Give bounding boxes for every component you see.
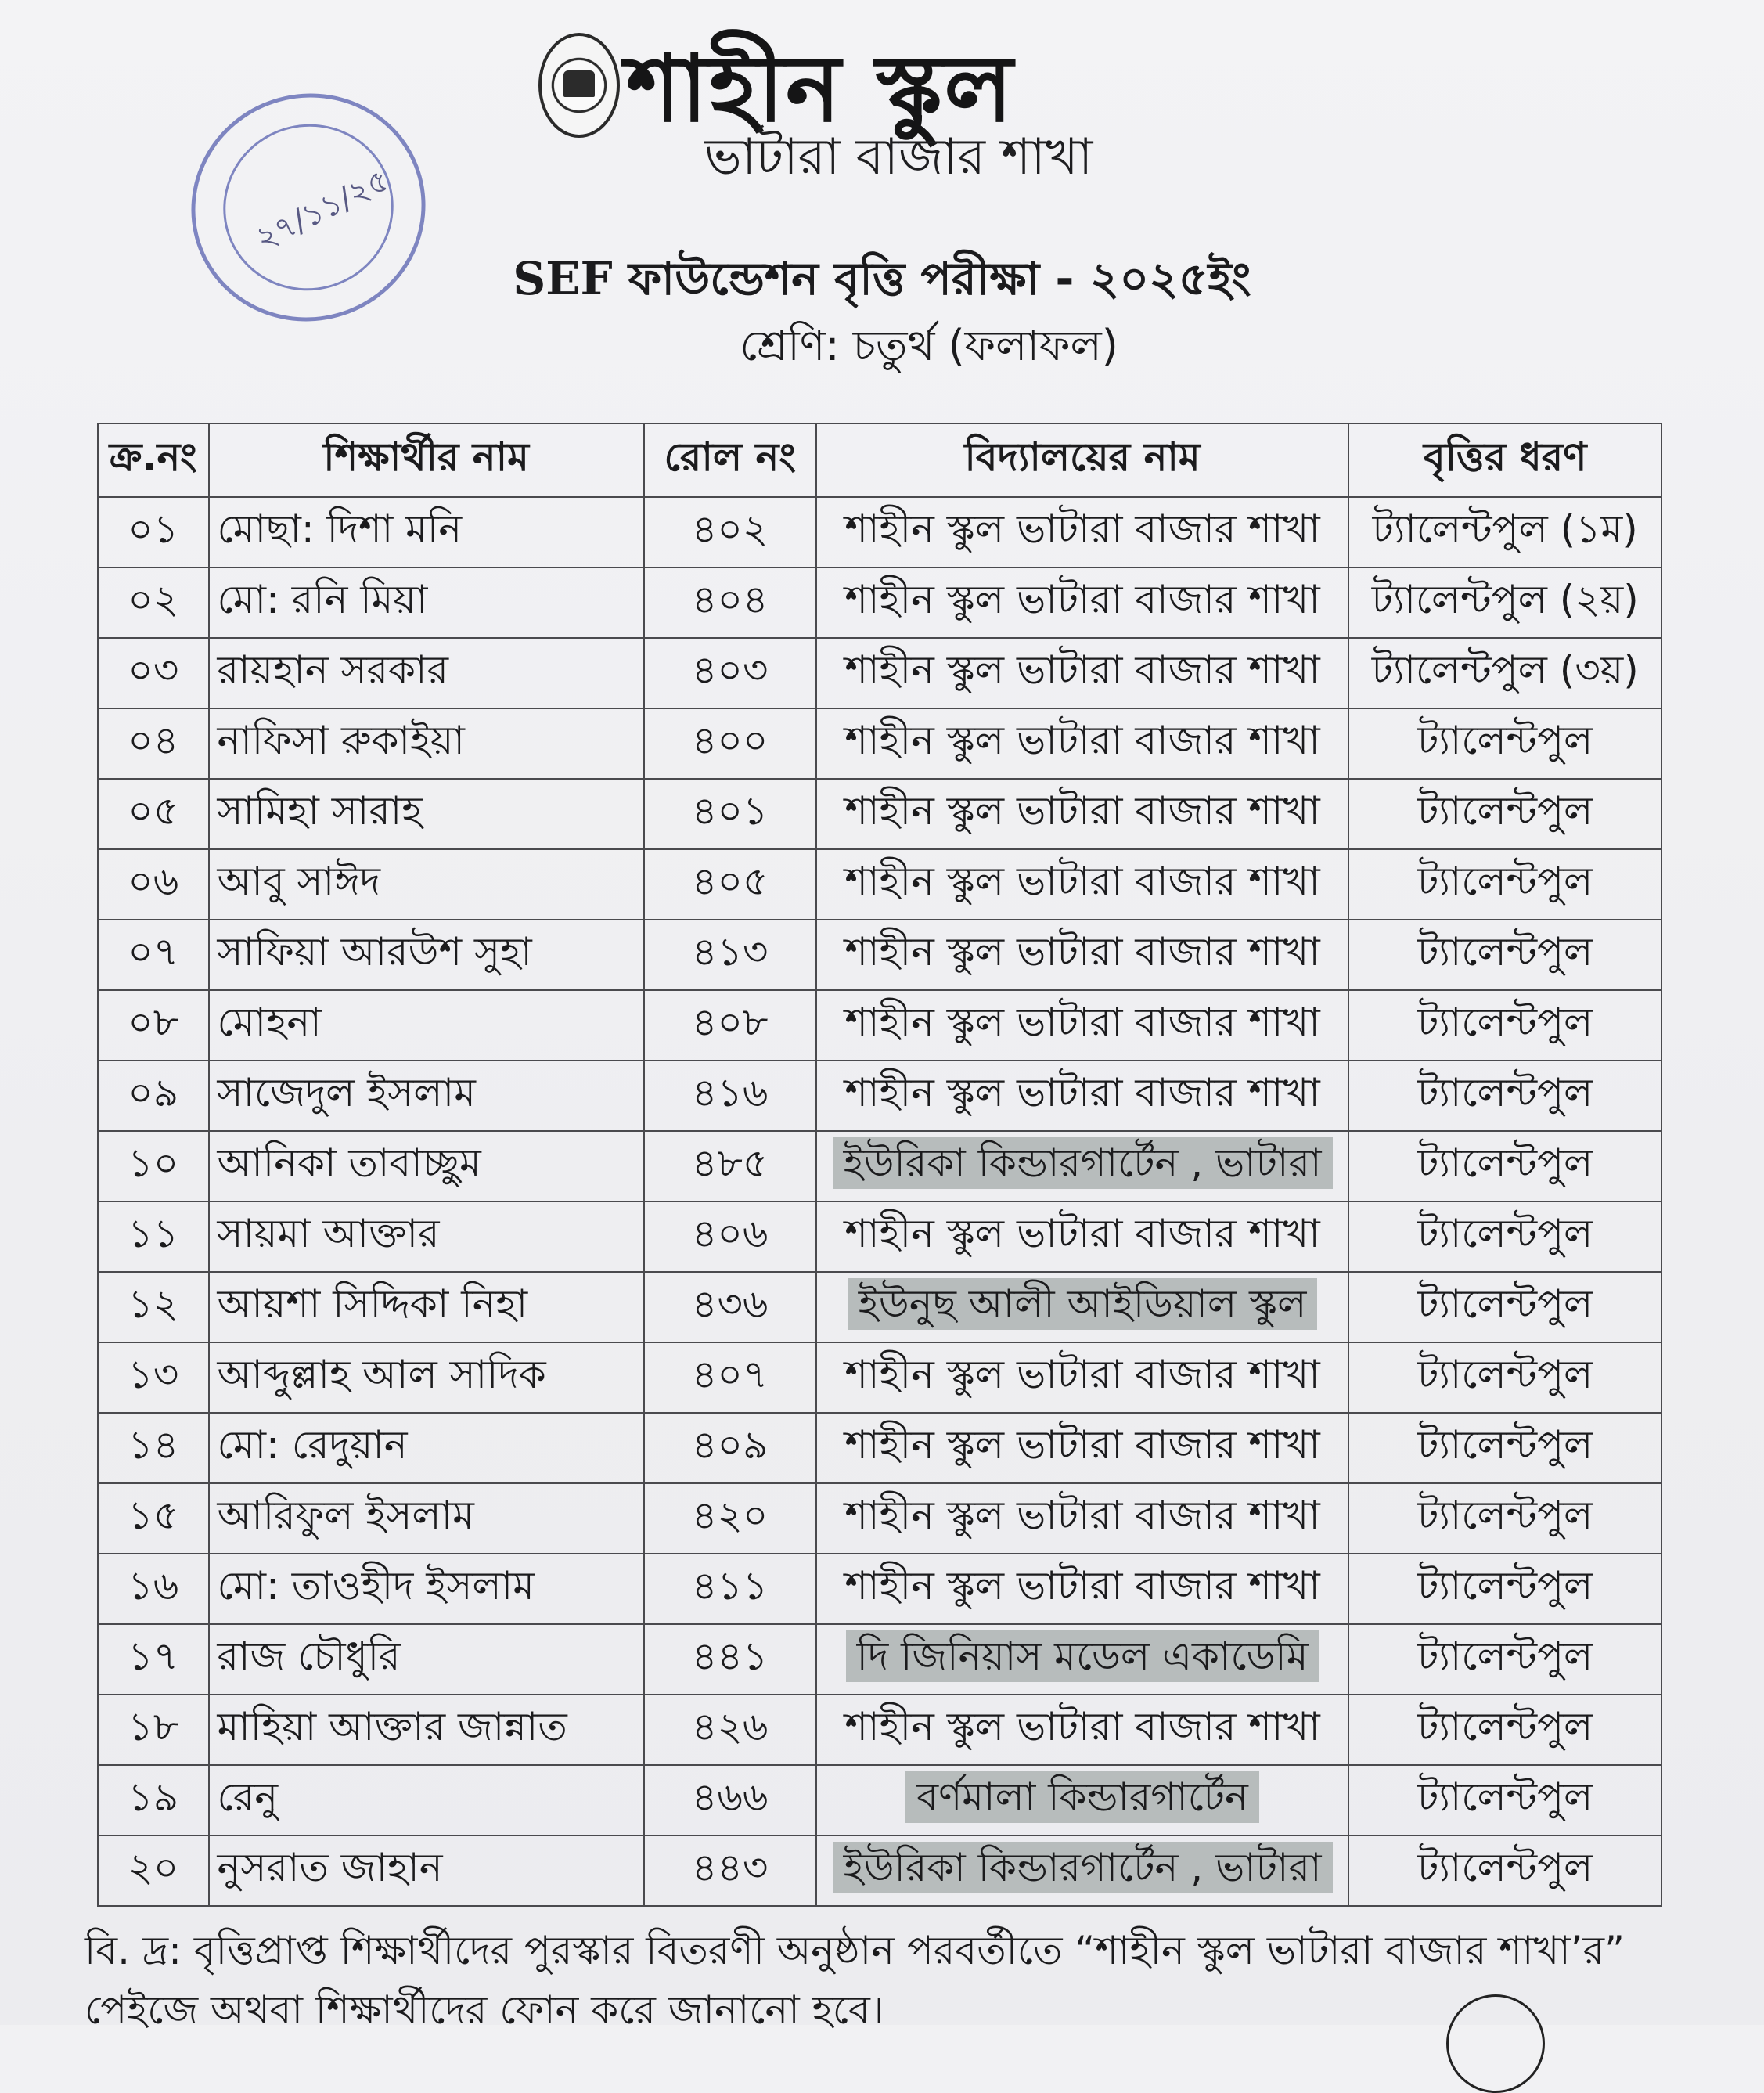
table-row (98, 1554, 1661, 1624)
row-school-text: দি জিনিয়াস মডেল একাডেমি (846, 1630, 1319, 1682)
table-row (98, 1835, 1661, 1906)
row-roll (644, 567, 816, 638)
row-type-text: ট্যালেন্টপুল (২য়) (1371, 576, 1639, 622)
row-serial-text: ১৩ (128, 1351, 179, 1397)
row-school (816, 567, 1349, 638)
row-roll-text: ৪০৭ (691, 1351, 769, 1397)
row-school-text: ইউরিকা কিন্ডারগার্টেন , ভাটারা (833, 1137, 1333, 1189)
row-school (816, 990, 1349, 1061)
row-roll-text: ৪০৬ (691, 1210, 769, 1256)
row-type-text: ট্যালেন্টপুল (৩য়) (1371, 647, 1639, 693)
row-serial (98, 1765, 209, 1835)
row-school-text: শাহীন স্কুল ভাটারা বাজার শাখা (844, 717, 1320, 763)
class-line: শ্রেণি: চতুর্থ (ফলাফল) (740, 321, 1118, 370)
row-name-text: রাজ চৌধুরি (217, 1633, 401, 1679)
row-type-text: ট্যালেন্টপুল (1417, 1281, 1593, 1327)
row-serial (98, 920, 209, 990)
row-serial-text: ১২ (128, 1281, 179, 1327)
signature-mark (1446, 1994, 1545, 2093)
row-name (209, 497, 644, 567)
row-roll-text: ৪০৪ (692, 576, 769, 622)
row-type (1348, 849, 1661, 920)
row-name (209, 1272, 644, 1342)
row-type-text: ট্যালেন্টপুল (1417, 1140, 1593, 1186)
row-name-text: নুসরাত জাহান (217, 1844, 443, 1890)
branch-name: ভাটারা বাজার শাখা (704, 128, 1093, 186)
row-type (1348, 1835, 1661, 1906)
table-row (98, 1765, 1661, 1835)
row-serial (98, 1131, 209, 1201)
row-serial-text: ০৭ (128, 928, 179, 974)
row-serial-text: ০৯ (128, 1069, 179, 1115)
row-name-text: রেনু (217, 1774, 279, 1820)
row-serial (98, 849, 209, 920)
row-school-text: শাহীন স্কুল ভাটারা বাজার শাখা (844, 858, 1320, 904)
row-roll (644, 1624, 816, 1695)
table-row (98, 779, 1661, 849)
row-school (816, 1554, 1349, 1624)
row-roll-text: ৪১৬ (692, 1069, 769, 1115)
row-roll (644, 638, 816, 708)
row-name-text: আবু সাঈদ (217, 858, 380, 904)
table-row (98, 1342, 1661, 1413)
table-row (98, 1624, 1661, 1695)
row-name-text: আরিফুল ইসলাম (217, 1492, 474, 1538)
row-school-text: শাহীন স্কুল ভাটারা বাজার শাখা (844, 576, 1320, 622)
row-type (1348, 708, 1661, 779)
row-name-text: মোছা: দিশা মনি (217, 506, 463, 552)
row-type (1348, 1061, 1661, 1131)
row-name (209, 1695, 644, 1765)
row-serial (98, 1342, 209, 1413)
row-name-text: আনিকা তাবাচ্ছুম (217, 1140, 481, 1186)
row-name (209, 1201, 644, 1272)
row-school-text: শাহীন স্কুল ভাটারা বাজার শাখা (844, 1492, 1320, 1538)
table-header-row (98, 423, 1661, 497)
row-roll (644, 920, 816, 990)
row-serial (98, 497, 209, 567)
row-name-text: মাহিয়া আক্তার জান্নাত (217, 1703, 567, 1749)
row-type (1348, 1765, 1661, 1835)
row-roll-text: ৪০৩ (691, 647, 769, 693)
row-roll-text: ৪১১ (692, 1562, 769, 1608)
row-roll-text: ৪৮৫ (692, 1140, 769, 1186)
row-school-text: শাহীন স্কুল ভাটারা বাজার শাখা (844, 1421, 1320, 1468)
row-name-text: সায়মা আক্তার (217, 1210, 440, 1256)
row-serial-text: ১৪ (128, 1421, 179, 1468)
row-name-text: মো: রনি মিয়া (217, 576, 428, 622)
row-name (209, 1413, 644, 1483)
table-row (98, 849, 1661, 920)
row-roll (644, 990, 816, 1061)
row-name-text: নাফিসা রুকাইয়া (217, 717, 465, 763)
row-serial (98, 1554, 209, 1624)
row-school-text: বর্ণমালা কিন্ডারগার্টেন (905, 1771, 1259, 1823)
row-name-text: মো: রেদুয়ান (217, 1421, 408, 1468)
row-serial (98, 1413, 209, 1483)
header-type: বৃত্তির ধরণ (1348, 423, 1661, 497)
table-row (98, 1695, 1661, 1765)
row-type-text: ট্যালেন্টপুল (1417, 999, 1593, 1045)
row-type-text: ট্যালেন্টপুল (1417, 1633, 1593, 1679)
row-type-text: ট্যালেন্টপুল (1417, 1774, 1593, 1820)
table-row (98, 1061, 1661, 1131)
header-roll: রোল নং (644, 423, 816, 497)
row-type-text: ট্যালেন্টপুল (1417, 717, 1593, 763)
row-name (209, 1061, 644, 1131)
row-name-text: সাফিয়া আরউশ সুহা (217, 928, 532, 974)
row-school-text: শাহীন স্কুল ভাটারা বাজার শাখা (844, 647, 1320, 693)
row-school (816, 1483, 1349, 1554)
row-type-text: ট্যালেন্টপুল (1417, 1562, 1593, 1608)
row-name-text: মো: তাওহীদ ইসলাম (217, 1562, 535, 1608)
row-school-text: শাহীন স্কুল ভাটারা বাজার শাখা (844, 1703, 1320, 1749)
row-name (209, 1131, 644, 1201)
row-serial-text: ০৬ (128, 858, 179, 904)
row-name (209, 1624, 644, 1695)
table-row (98, 638, 1661, 708)
row-type (1348, 1131, 1661, 1201)
row-roll (644, 1554, 816, 1624)
row-roll (644, 1413, 816, 1483)
row-school (816, 1061, 1349, 1131)
row-roll (644, 1272, 816, 1342)
row-type-text: ট্যালেন্টপুল (1417, 858, 1593, 904)
row-type (1348, 1201, 1661, 1272)
header-name: শিক্ষার্থীর নাম (209, 423, 644, 497)
table-row (98, 567, 1661, 638)
row-serial-text: ০৮ (128, 999, 179, 1045)
row-school (816, 1131, 1349, 1201)
row-type (1348, 1483, 1661, 1554)
row-roll (644, 1483, 816, 1554)
row-school-text: শাহীন স্কুল ভাটারা বাজার শাখা (844, 1562, 1320, 1608)
note-line-2: পেইজে অথবা শিক্ষার্থীদের ফোন করে জানানো হবে। (85, 1987, 884, 2033)
row-name (209, 1342, 644, 1413)
row-school (816, 497, 1349, 567)
row-type-text: ট্যালেন্টপুল (1417, 787, 1593, 834)
row-serial (98, 1483, 209, 1554)
row-type (1348, 497, 1661, 567)
table-row (98, 920, 1661, 990)
row-school-text: ইউনুছ আলী আইডিয়াল স্কুল (848, 1278, 1318, 1330)
table-row (98, 708, 1661, 779)
row-serial-text: ০১ (128, 506, 179, 552)
row-name (209, 638, 644, 708)
row-roll-text: ৪০৫ (692, 858, 769, 904)
row-serial-text: ১৬ (128, 1562, 179, 1608)
row-serial (98, 990, 209, 1061)
row-school (816, 708, 1349, 779)
row-school (816, 1201, 1349, 1272)
row-serial-text: ০২ (128, 576, 179, 622)
row-serial-text: ১৫ (128, 1492, 179, 1538)
row-school-text: ইউরিকা কিন্ডারগার্টেন , ভাটারা (833, 1842, 1333, 1893)
row-roll (644, 1765, 816, 1835)
row-school-text: শাহীন স্কুল ভাটারা বাজার শাখা (844, 928, 1320, 974)
row-name-text: আয়শা সিদ্দিকা নিহা (217, 1281, 528, 1327)
row-school-text: শাহীন স্কুল ভাটারা বাজার শাখা (844, 1351, 1320, 1397)
header-school: বিদ্যালয়ের নাম (816, 423, 1349, 497)
row-school (816, 1413, 1349, 1483)
row-serial-text: ১৯ (128, 1774, 179, 1820)
row-school (816, 1835, 1349, 1906)
table-row (98, 497, 1661, 567)
row-roll (644, 779, 816, 849)
row-serial (98, 779, 209, 849)
row-name (209, 990, 644, 1061)
row-name (209, 1835, 644, 1906)
school-name: শাহীন স্কুল (626, 34, 1015, 142)
row-type-text: ট্যালেন্টপুল (1417, 928, 1593, 974)
row-roll (644, 497, 816, 567)
table-row (98, 1201, 1661, 1272)
row-type (1348, 638, 1661, 708)
row-school (816, 1342, 1349, 1413)
row-serial (98, 1061, 209, 1131)
header-serial: ক্র.নং (98, 423, 209, 497)
row-serial-text: ১০ (128, 1140, 179, 1186)
row-type (1348, 990, 1661, 1061)
row-roll-text: ৪৩৬ (691, 1281, 769, 1327)
row-serial (98, 1835, 209, 1906)
row-roll (644, 849, 816, 920)
row-roll (644, 1342, 816, 1413)
row-serial-text: ১৭ (128, 1633, 179, 1679)
school-logo-icon (538, 33, 620, 138)
row-type-text: ট্যালেন্টপুল (1417, 1069, 1593, 1115)
row-school-text: শাহীন স্কুল ভাটারা বাজার শাখা (844, 506, 1320, 552)
note-line-1: বি. দ্র: বৃত্তিপ্রাপ্ত শিক্ষার্থীদের পুরস্কার বিতরণী অনুষ্ঠান পরবর্তীতে “শাহীন স্কুল ভাটারা বাজার শাখা’র” (85, 1928, 1625, 1973)
row-name (209, 708, 644, 779)
row-serial-text: ০৪ (128, 717, 179, 763)
row-school-text: শাহীন স্কুল ভাটারা বাজার শাখা (844, 1069, 1320, 1115)
row-name (209, 849, 644, 920)
row-name (209, 1765, 644, 1835)
row-roll-text: ৪৪৩ (692, 1844, 769, 1890)
row-serial (98, 1695, 209, 1765)
table-body (98, 497, 1661, 1906)
row-school (816, 849, 1349, 920)
row-name (209, 1554, 644, 1624)
row-type-text: ট্যালেন্টপুল (১ম) (1372, 506, 1638, 552)
row-type (1348, 920, 1661, 990)
row-serial (98, 567, 209, 638)
row-school (816, 638, 1349, 708)
row-name-text: সামিহা সারাহ (217, 787, 423, 834)
row-school-text: শাহীন স্কুল ভাটারা বাজার শাখা (844, 999, 1320, 1045)
row-type (1348, 1342, 1661, 1413)
row-school-text: শাহীন স্কুল ভাটারা বাজার শাখা (844, 1210, 1320, 1256)
row-type-text: ট্যালেন্টপুল (1417, 1703, 1593, 1749)
exam-title (0, 244, 1764, 320)
row-name-text: আব্দুল্লাহ আল সাদিক (217, 1351, 546, 1397)
row-serial (98, 1272, 209, 1342)
row-roll-text: ৪০৯ (692, 1421, 769, 1468)
row-roll-text: ৪০০ (691, 717, 769, 763)
row-serial (98, 1201, 209, 1272)
table-row (98, 990, 1661, 1061)
row-type (1348, 779, 1661, 849)
row-type (1348, 1272, 1661, 1342)
row-school (816, 779, 1349, 849)
row-type-text: ট্যালেন্টপুল (1417, 1351, 1593, 1397)
row-name (209, 779, 644, 849)
table-row (98, 1131, 1661, 1201)
row-roll-text: ৪২৬ (691, 1703, 769, 1749)
row-name (209, 920, 644, 990)
table-row (98, 1483, 1661, 1554)
row-roll (644, 1835, 816, 1906)
results-table (97, 423, 1662, 1907)
row-school (816, 1272, 1349, 1342)
row-name-text: রায়হান সরকার (217, 647, 448, 693)
row-roll (644, 1695, 816, 1765)
row-roll-text: ৪৪১ (692, 1633, 769, 1679)
row-type-text: ট্যালেন্টপুল (1417, 1492, 1593, 1538)
exam-title-rest: ফাউন্ডেশন বৃত্তি পরীক্ষা - ২০২৫ইং (628, 252, 1251, 305)
row-type (1348, 1554, 1661, 1624)
row-serial-text: ২০ (128, 1844, 179, 1890)
row-roll (644, 1201, 816, 1272)
row-roll-text: ৪২০ (691, 1492, 769, 1538)
row-type (1348, 567, 1661, 638)
row-roll (644, 708, 816, 779)
row-roll-text: ৪১৩ (692, 928, 769, 974)
row-type-text: ট্যালেন্টপুল (1417, 1210, 1593, 1256)
row-roll-text: ৪৬৬ (691, 1774, 769, 1820)
row-roll (644, 1061, 816, 1131)
row-name (209, 1483, 644, 1554)
row-type (1348, 1624, 1661, 1695)
row-school (816, 920, 1349, 990)
row-serial (98, 708, 209, 779)
row-roll-text: ৪০১ (692, 787, 769, 834)
row-name (209, 567, 644, 638)
row-school (816, 1765, 1349, 1835)
row-type-text: ট্যালেন্টপুল (1417, 1844, 1593, 1890)
row-school (816, 1695, 1349, 1765)
row-type (1348, 1695, 1661, 1765)
row-roll-text: ৪০৮ (692, 999, 769, 1045)
row-serial-text: ০৫ (128, 787, 179, 834)
row-type-text: ট্যালেন্টপুল (1417, 1421, 1593, 1468)
row-serial-text: ১১ (128, 1210, 179, 1256)
row-serial-text: ১৮ (128, 1703, 179, 1749)
row-school-text: শাহীন স্কুল ভাটারা বাজার শাখা (844, 787, 1320, 834)
row-name-text: মোহনা (217, 999, 322, 1045)
row-roll (644, 1131, 816, 1201)
row-type (1348, 1413, 1661, 1483)
row-school (816, 1624, 1349, 1695)
table-row (98, 1413, 1661, 1483)
row-roll-text: ৪০২ (691, 506, 769, 552)
table-row (98, 1272, 1661, 1342)
exam-title-latin: SEF (513, 252, 613, 305)
row-serial (98, 638, 209, 708)
row-name-text: সাজেদুল ইসলাম (217, 1069, 476, 1115)
stamp-date: ২৭/১১/২৫ (250, 162, 395, 258)
row-serial-text: ০৩ (128, 647, 179, 693)
row-serial (98, 1624, 209, 1695)
